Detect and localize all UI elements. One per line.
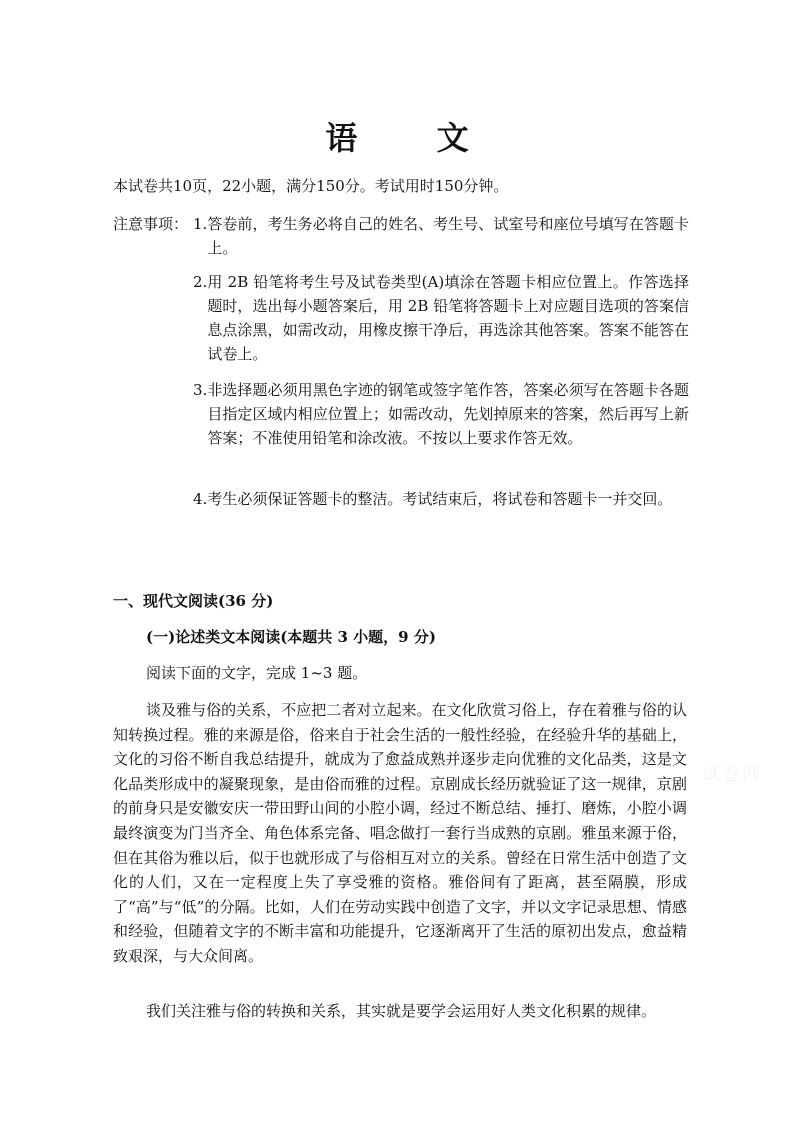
section-title: 一、现代文阅读(36 分)	[113, 592, 274, 610]
notice-item	[193, 378, 689, 450]
reading-instruction: 阅读下面的文字，完成 1~3 题。	[146, 664, 368, 682]
notice-item-number: 4.	[193, 490, 208, 508]
notice-item-text: 非选择题必须用黑色字迹的钢笔或签字笔作答，答案必须写在答题卡各题目指定区域内相应位置上；如需改动，先划掉原来的答案，然后再写上新答案；不准使用铅笔和涂改液。不按以上要求作答无效。	[207, 381, 689, 447]
notice-item-text: 用 2B 铅笔将考生号及试卷类型(A)填涂在答题卡相应位置上。作答选择题时，选出每小题答案后，用 2B 铅笔将答题卡上对应题目选项的答案信息点涂黑，如需改动，用橡皮擦干净后，再选涂其他答案。答案不能答在试卷上。	[207, 273, 689, 363]
notice-item	[193, 270, 689, 366]
notice-item	[193, 487, 689, 511]
passage-paragraph: 谈及雅与俗的关系，不应把二者对立起来。在文化欣赏习俗上，存在着雅与俗的认知转换过程。雅的来源是俗，俗来自于社会生活的一般性经验，在经验升华的基础上，文化的习俗不断自我总结提升，就成为了愈益成熟并逐步走向优雅的文化品类，这是文化品类形成中的凝聚现象，是由俗而雅的过程。京剧成长经历就验证了这一规律，京剧的前身只是安徽安庆一带田野山间的小腔小调，经过不断总结、捶打、磨炼，小腔小调最终演变为门当齐全、角色体系完备、唱念做打一套行当成熟的京剧。雅虽来源于俗，但在其俗为雅以后，似于也就形成了与俗相互对立的关系。曾经在日常生活中创造了文化的人们，又在一定程度上失了享受雅的资格。雅俗间有了距离，甚至隔膜，形成了“高”与“低”的分隔。比如，人们在劳动实践中创造了文字，并以文字记录思想、情感和经验，但随着文字的不断丰富和功能提升，它逐渐离开了生活的原初出发点，愈益精致艰深，与大众间离。	[113, 701, 687, 965]
watermark: 试卷网	[702, 764, 762, 785]
page-title: 语 文	[325, 119, 503, 157]
notice-item-text: 考生必须保证答题卡的整洁。考试结束后，将试卷和答题卡一并交回。	[207, 490, 673, 508]
notice-item	[193, 212, 689, 260]
notice-item-number: 1.	[193, 215, 208, 233]
notice-item-number: 3.	[193, 381, 208, 399]
notice-item-number: 2.	[193, 273, 208, 291]
notice-item-text: 答卷前，考生务必将自己的姓名、考生号、试室号和座位号填写在答题卡上。	[207, 215, 689, 257]
passage-paragraph: 我们关注雅与俗的转换和关系，其实就是要学会运用好人类文化积累的规律。	[146, 1002, 657, 1020]
notice-label: 注意事项：	[113, 215, 189, 233]
subsection-title: (一)论述类文本阅读(本题共 3 小题，9 分)	[146, 628, 436, 646]
exam-intro: 本试卷共10页，22小题，满分150分。考试用时150分钟。	[113, 177, 509, 195]
